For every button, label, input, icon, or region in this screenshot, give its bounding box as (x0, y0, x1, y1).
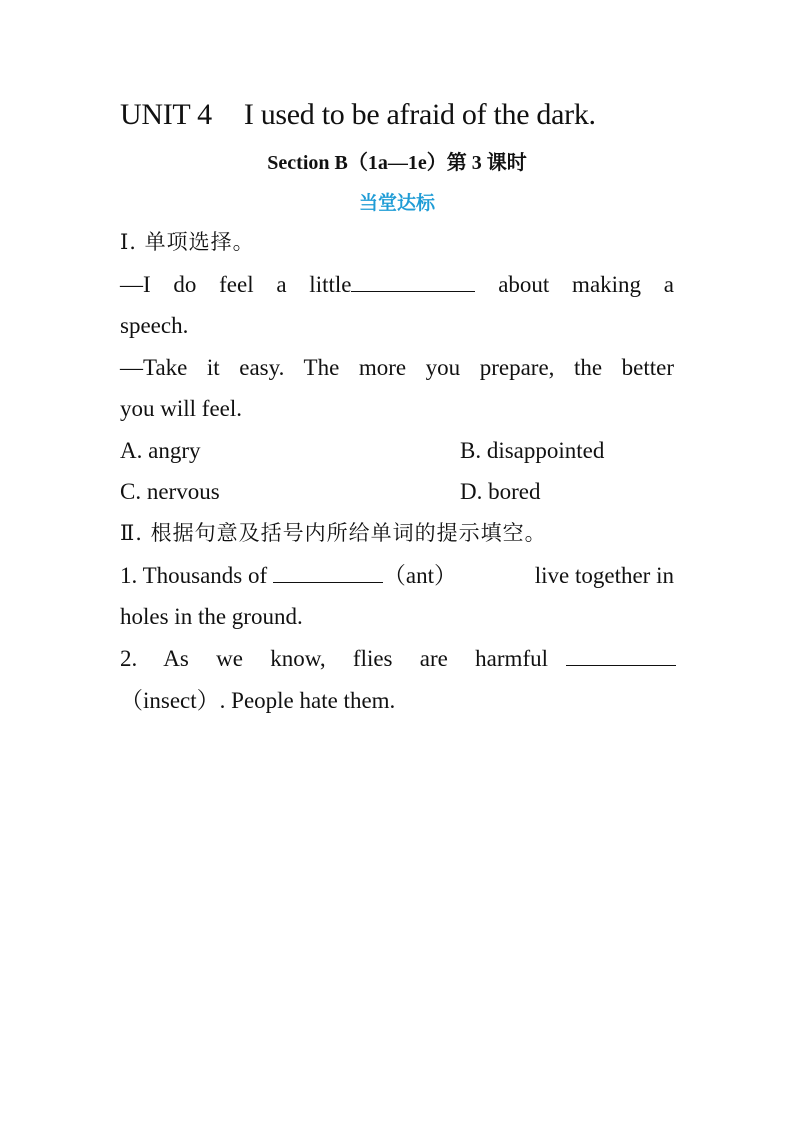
part2-heading: Ⅱ. 根据句意及括号内所给单词的提示填空。 (120, 521, 547, 545)
answer-blank[interactable] (566, 643, 676, 666)
section-title: Section B（1a—1e）第 3 课时 (267, 152, 527, 174)
fill-question-2: 2. As we know, flies are harmful (120, 638, 680, 680)
option-c: C. nervous (120, 479, 220, 504)
fill-question-1: 1. Thousands of （ant） live together in (120, 555, 674, 597)
question-line-2: speech. (120, 313, 189, 338)
unit-number: UNIT 4 (120, 98, 212, 131)
option-a: A. angry (120, 438, 201, 463)
question-line-1: —I do feel a little about making a (120, 264, 674, 306)
fill-question-1-line-2: holes in the ground. (120, 604, 303, 629)
option-b: B. disappointed (460, 438, 605, 463)
question-line-4: you will feel. (120, 396, 242, 421)
question-line-3: —Take it easy. The more you prepare, the better (120, 355, 674, 380)
option-d: D. bored (460, 479, 541, 504)
part1-heading: Ⅰ. 单项选择。 (120, 230, 255, 254)
answer-blank[interactable] (351, 269, 475, 292)
answer-blank[interactable] (273, 560, 383, 583)
fill-question-2-line-2: （insect）. People hate them. (120, 688, 396, 713)
unit-title (120, 98, 596, 132)
practice-tag: 当堂达标 (358, 192, 435, 214)
unit-name: I used to be afraid of the dark. (243, 98, 596, 131)
